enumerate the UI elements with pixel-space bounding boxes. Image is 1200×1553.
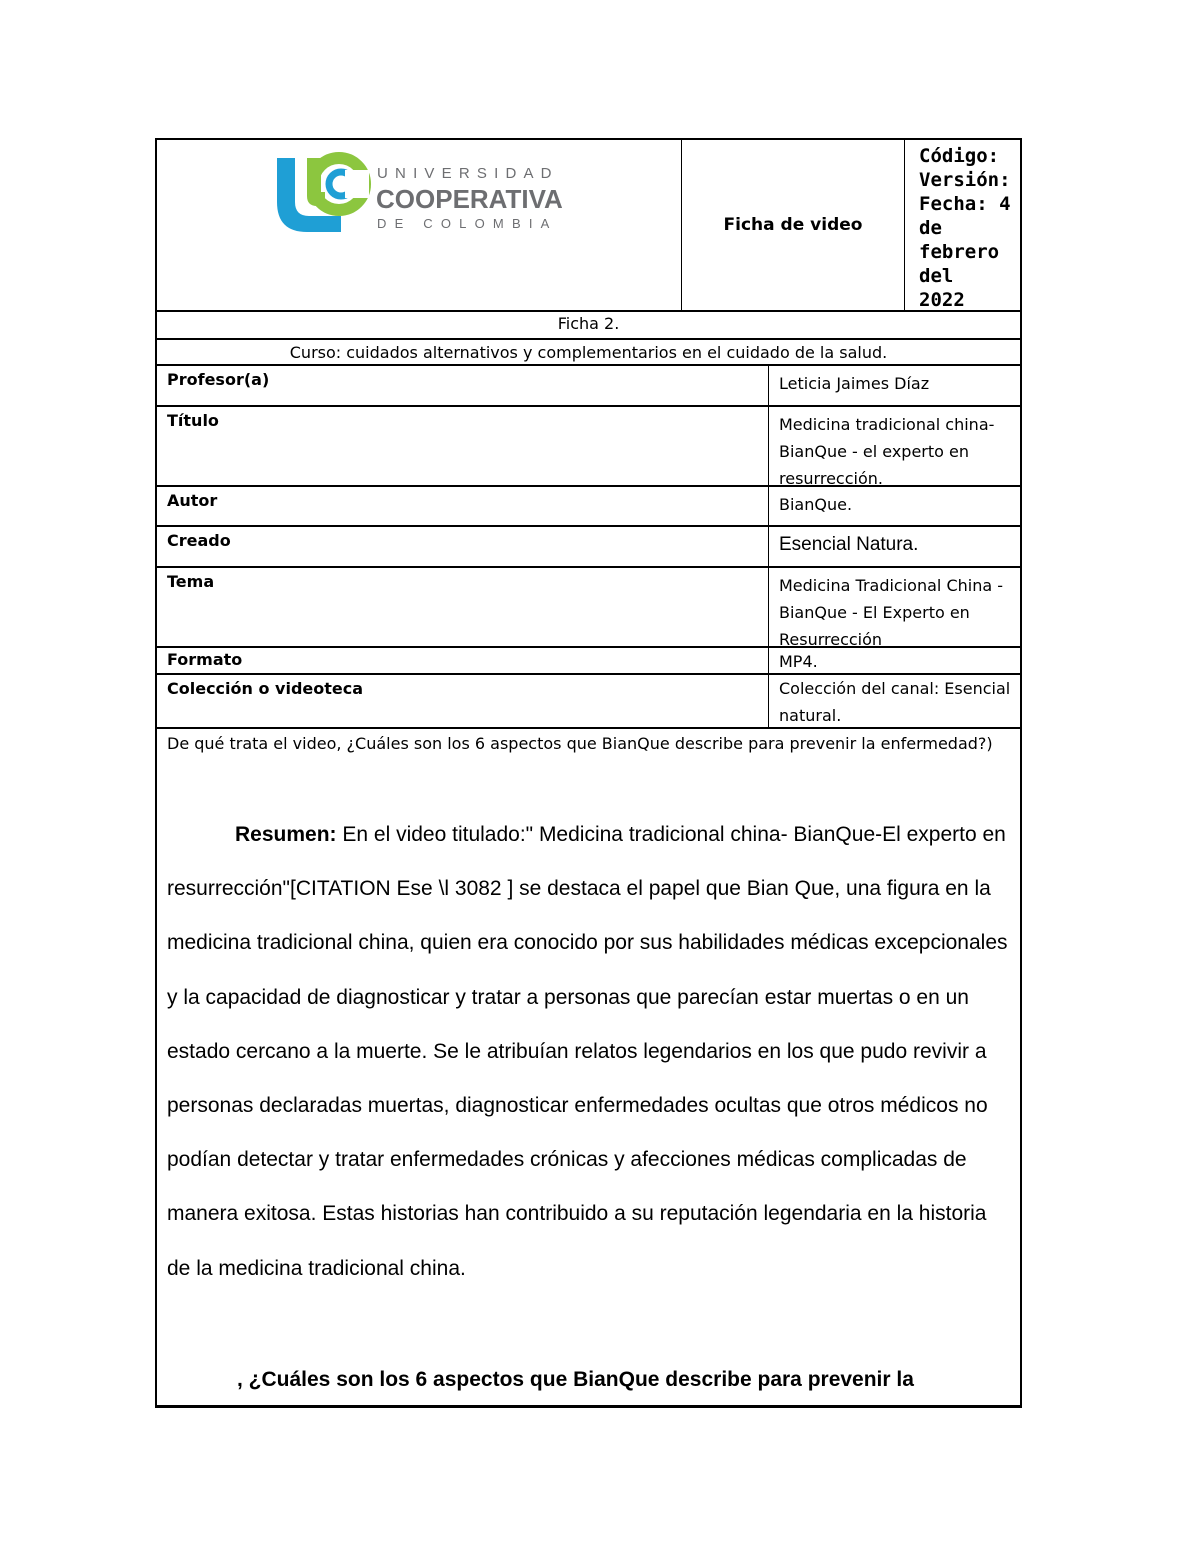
field-row-autor (157, 487, 1020, 527)
logo-arc-cut (345, 170, 369, 198)
meta-block (919, 144, 1019, 312)
field-value-cell (768, 407, 1021, 488)
university-logo (269, 152, 569, 238)
sheet-title: Ficha de video (682, 140, 905, 310)
meta-code: Código: (919, 145, 1000, 167)
field-value: Esencial Natura. (779, 534, 919, 555)
field-value-cell (768, 568, 1021, 649)
field-value-cell (768, 648, 1021, 673)
meta-date-3: febrero (919, 241, 1000, 263)
field-value: Colección del canal: Esencial natural. (779, 679, 1011, 725)
field-value: Medicina tradicional china- BianQue - el experto en resurrección. (779, 415, 995, 488)
meta-date-5: 2022 (919, 289, 965, 311)
logo-line1: UNIVERSIDAD (377, 165, 559, 182)
meta-version: Versión: (919, 169, 1011, 191)
field-label: Título (167, 411, 219, 430)
meta-date-1: Fecha: 4 (919, 193, 1011, 215)
field-label: Colección o videoteca (167, 679, 364, 698)
meta-date-4: del (919, 265, 954, 287)
field-label: Profesor(a) (167, 370, 270, 389)
ficha-number: Ficha 2. (157, 310, 1020, 340)
question-prompt: De qué trata el video, ¿Cuáles son los 6 aspectos que BianQue describe para prevenir la enfermedad?) (167, 734, 993, 753)
field-value-cell (768, 366, 1021, 405)
field-label: Tema (167, 572, 215, 591)
field-label: Creado (167, 531, 231, 550)
field-value-cell (768, 527, 1021, 566)
field-row-titulo (157, 407, 1020, 487)
field-value: MP4. (779, 652, 818, 671)
meta-date-2: de (919, 217, 942, 239)
summary-paragraph (167, 808, 1012, 1296)
field-value-cell (768, 675, 1021, 727)
summary-text: En el video titulado:" Medicina tradicional china- BianQue-El experto en resurrección"[CITATION Ese \l 3082 ] se destaca el papel que Bian Que, una figura en la medicina tradicional china, quien era conocido por sus habilidades médicas excepcionales y la capacidad de diagnosticar y tratar a personas que parecían estar muertas o en un estado cercano a la muerte. Se le atribuían relatos legendarios en los que pudo revivir a personas declaradas muertas, diagnosticar enfermedades ocultas que otros médicos no podían detectar y tratar enfermedades crónicas y afecciones médicas complicadas de manera exitosa. Estas historias han contribuido a su reputación legendaria en la historia de la medicina tradicional china. (167, 823, 1008, 1280)
video-sheet-table (155, 138, 1022, 1408)
summary-body (167, 808, 1012, 1296)
header-row (157, 140, 1020, 312)
field-row-tema (157, 568, 1020, 648)
field-value: Medicina Tradicional China - BianQue - El Experto en Resurrección (779, 576, 1003, 649)
field-row-formato (157, 648, 1020, 675)
field-value-cell (768, 487, 1021, 525)
field-row-coleccion (157, 675, 1020, 729)
field-value: Leticia Jaimes Díaz (779, 374, 930, 393)
field-row-creado (157, 527, 1020, 568)
summary-label: Resumen: (235, 823, 337, 846)
course-line: Curso: cuidados alternativos y complementarios en el cuidado de la salud. (157, 340, 1020, 366)
question-heading: , ¿Cuáles son los 6 aspectos que BianQue describe para prevenir la (237, 1368, 914, 1391)
field-label: Autor (167, 491, 218, 510)
field-value: BianQue. (779, 495, 853, 514)
field-row-profesor (157, 366, 1020, 407)
logo-cell (157, 140, 682, 310)
logo-line2: COOPERATIVA (376, 184, 563, 214)
logo-line3: DE COLOMBIA (377, 216, 558, 231)
field-label: Formato (167, 650, 243, 669)
